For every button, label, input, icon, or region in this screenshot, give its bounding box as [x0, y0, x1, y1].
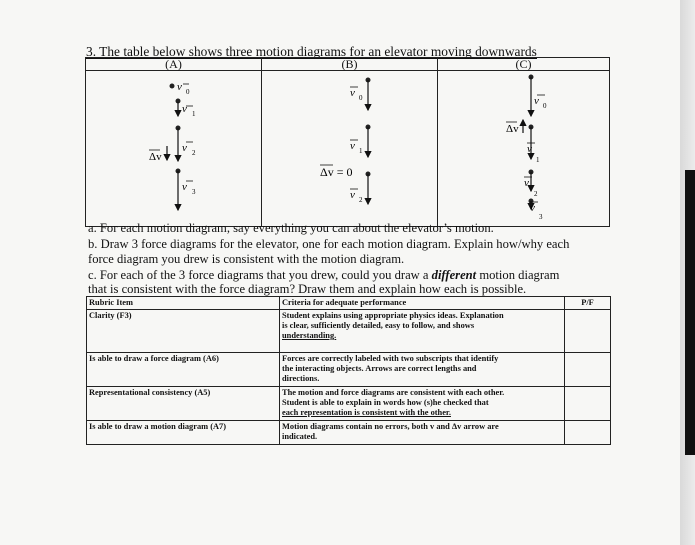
- label-v2-a-sub: 2: [192, 149, 196, 157]
- label-v0-c: v: [534, 95, 539, 107]
- label-v0-c-sub: 0: [543, 102, 547, 110]
- diagram-a: [149, 81, 196, 210]
- label-v2-b-sub: 2: [359, 196, 363, 204]
- rubric-header-item: Rubric Item: [87, 297, 280, 310]
- rubric-row: [87, 421, 611, 445]
- label-dv-zero-b: Δv = 0: [320, 165, 353, 179]
- rubric-criteria: [280, 353, 565, 387]
- rubric-header-criteria: Criteria for adequate performance: [280, 297, 565, 310]
- rubric-item: Representational consistency (A5): [87, 387, 280, 421]
- rubric-item: Is able to draw a motion diagram (A7): [87, 421, 280, 445]
- rubric-criteria: [280, 310, 565, 353]
- criteria-line: indicated.: [282, 432, 318, 441]
- label-v3-c-sub: 3: [539, 213, 543, 221]
- question-c-emphasis: different: [431, 268, 477, 282]
- criteria-line: directions.: [282, 374, 320, 383]
- rubric-row: [87, 310, 611, 353]
- rubric-score: [565, 387, 611, 421]
- criteria-line: is clear, sufficiently detailed, easy to follow, and shows: [282, 321, 475, 330]
- rubric-score: [565, 421, 611, 445]
- label-v2-b: v: [350, 189, 355, 201]
- dot-a0: [170, 84, 175, 89]
- rubric-table: [86, 296, 611, 445]
- label-v1-c: v: [527, 143, 532, 155]
- rubric-item: Is able to draw a force diagram (A6): [87, 353, 280, 387]
- label-v3-a-sub: 3: [192, 188, 196, 196]
- label-v0-b-sub: 0: [359, 94, 363, 102]
- question-c-post: motion diagram: [476, 268, 560, 282]
- label-v3-a: v: [182, 181, 187, 193]
- label-v0-b: v: [350, 87, 355, 99]
- rubric-score: [565, 353, 611, 387]
- criteria-line: The motion and force diagrams are consistent with each other.: [282, 388, 505, 397]
- label-v2-a: v: [182, 142, 187, 154]
- column-a-header: (A): [86, 58, 262, 71]
- rubric-row: [87, 387, 611, 421]
- criteria-line: understanding.: [282, 331, 337, 340]
- label-v1-b-sub: 1: [359, 147, 363, 155]
- label-v1-b: v: [350, 140, 355, 152]
- criteria-line: the interacting objects. Arrows are correct lengths and: [282, 364, 477, 373]
- criteria-line: Motion diagrams contain no errors, both v and Δv arrow are: [282, 422, 499, 431]
- diagram-b: [320, 78, 371, 205]
- column-c-header: (C): [438, 58, 610, 71]
- column-b-header: (B): [262, 58, 438, 71]
- label-dv-a: Δv: [149, 151, 162, 163]
- rubric-criteria: [280, 421, 565, 445]
- rubric-score: [565, 310, 611, 353]
- label-v3-c: v: [530, 202, 535, 214]
- rubric-header-row: [87, 297, 611, 310]
- problem-title: 3. The table below shows three motion diagrams for an elevator moving downwards: [86, 44, 537, 59]
- rubric-header-score: P/F: [565, 297, 611, 310]
- criteria-line: Student explains using appropriate physics ideas. Explanation: [282, 311, 504, 320]
- rubric-criteria: [280, 387, 565, 421]
- label-v1-c-sub: 1: [536, 156, 540, 164]
- rubric-row: [87, 353, 611, 387]
- diagram-c: [506, 75, 547, 222]
- label-v0-a: v: [177, 81, 182, 93]
- label-v1-a: v: [182, 103, 187, 115]
- question-b-line2: force diagram you drew is consistent with the motion diagram.: [88, 252, 405, 266]
- question-c-line1: [88, 268, 559, 283]
- question-a: a. For each motion diagram, say everything you can about the elevator’s motion.: [88, 221, 494, 235]
- criteria-line: Student is able to explain in words how (s)he checked that: [282, 398, 489, 407]
- rubric-item: Clarity (F3): [87, 310, 280, 353]
- criteria-line: Forces are correctly labeled with two subscripts that identify: [282, 354, 499, 363]
- label-dv-c: Δv: [506, 123, 519, 135]
- criteria-line: each representation is consistent with the other.: [282, 408, 451, 417]
- label-v1-a-sub: 1: [192, 110, 196, 118]
- label-v2-c: v: [524, 177, 529, 189]
- question-b-line1: b. Draw 3 force diagrams for the elevator, one for each motion diagram. Explain how/why each: [88, 237, 570, 251]
- question-c-pre: c. For each of the 3 force diagrams that you drew, could you draw a: [88, 268, 432, 282]
- label-v0-a-sub: 0: [186, 88, 190, 96]
- label-v2-c-sub: 2: [534, 190, 538, 198]
- question-c-line2: that is consistent with the force diagram? Draw them and explain how each is possible.: [88, 282, 527, 296]
